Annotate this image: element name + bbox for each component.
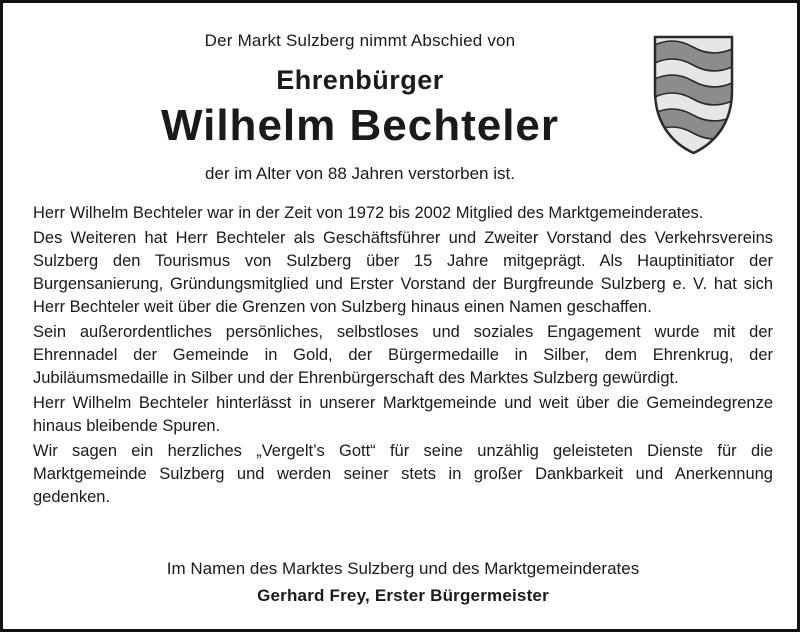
age-line: der im Alter von 88 Jahren verstorben ist. (205, 164, 515, 183)
paragraph-legacy: Herr Wilhelm Bechteler hinterlässt in unserer Marktgemeinde und weit über die Gemeindegrenze hinaus bleibende Spuren. (33, 394, 773, 435)
body-text (33, 202, 773, 511)
coat-of-arms-icon (651, 31, 736, 157)
closing-line: Im Namen des Marktes Sulzberg und des Marktgemeinderates (166, 559, 640, 578)
honorific-title: Ehrenbürger (276, 65, 444, 95)
paragraph-honours: Sein außerordentliches persönliches, selbstloses und soziales Engagement wurde mit der Ehrennadel der Gemeinde in Gold, der Bürgermedaille in Silber, dem Ehrenkrug, der Jubiläumsmedaille in Silber und der Ehrenbürgerschaft des Marktes Sulzberg gewürdigt. (33, 323, 773, 387)
deceased-name: Wilhelm Bechteler (160, 101, 560, 150)
intro-line: Der Markt Sulzberg nimmt Abschied von (204, 31, 516, 50)
paragraph-council-membership: Herr Wilhelm Bechteler war in der Zeit von 1972 bis 2002 Mitglied des Marktgemeinderates. (33, 204, 704, 222)
signatory: Gerhard Frey, Erster Bürgermeister (257, 586, 549, 605)
paragraph-thanks: Wir sagen ein herzliches „Vergelt’s Gott“ für seine unzählig geleisteten Dienste für die Marktgemeinde Sulzberg und werden seiner stets in großer Dankbarkeit und Anerkennung gedenken. (33, 442, 773, 506)
paragraph-tourism-castle: Des Weiteren hat Herr Bechteler als Geschäftsführer und Zweiter Vorstand des Verkehrsvereins Sulzberg den Tourismus von Sulzberg über 15 Jahre mitgeprägt. Als Hauptinitiator der Burgensanierung, Gründungsmitglied und Erster Vorstand der Burgfreunde Sulzberg e. V. hat sich Herr Bechteler weit über die Grenzen von Sulzberg hinaus einen Namen geschaffen. (33, 229, 773, 316)
